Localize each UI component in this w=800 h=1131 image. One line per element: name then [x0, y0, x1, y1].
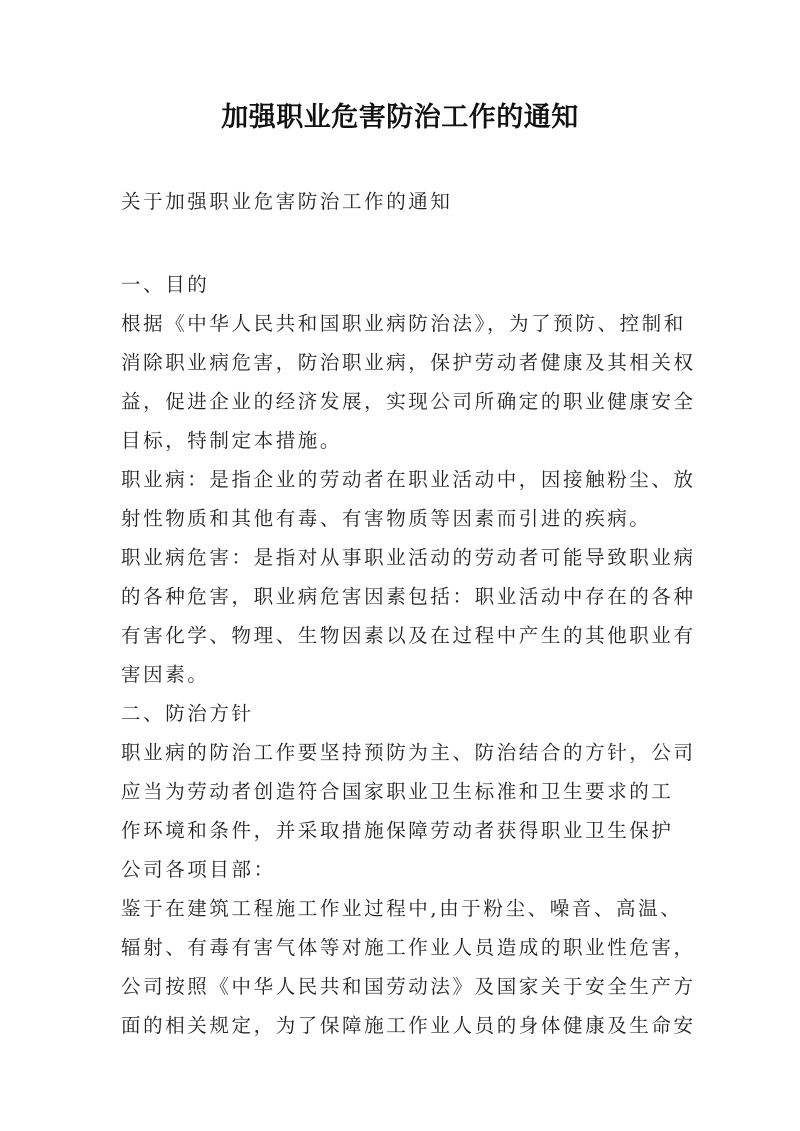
text-line: 公司各项目部：: [121, 858, 276, 881]
text-line: 应当为劳动者创造符合国家职业卫生标准和卫生要求的工: [121, 780, 674, 803]
paragraph-construction-hazards: [121, 889, 696, 1045]
text-line: 根据《中华人民共和国职业病防治法》，为了预防、控制和: [121, 312, 686, 335]
text-line: 射性物质和其他有毒、有害物质等因素而引进的疾病。: [121, 507, 652, 530]
section-heading-prevention-policy: 二、防治方针: [121, 702, 254, 725]
text-line: 作环境和条件，并采取措施保障劳动者获得职业卫生保护: [121, 819, 674, 842]
text-line: 鉴于在建筑工程施工作业过程中,由于粉尘、噪音、高温、: [121, 897, 683, 920]
document-subtitle: 关于加强职业危害防治工作的通知: [121, 190, 453, 213]
text-line: 益，促进企业的经济发展，实现公司所确定的职业健康安全: [121, 390, 696, 413]
paragraph-prevention-policy: [121, 733, 696, 889]
text-line: 的各种危害，职业病危害因素包括：职业活动中存在的各种: [121, 585, 696, 608]
text-line: 职业病的防治工作要坚持预防为主、防治结合的方针，公司: [121, 741, 696, 764]
text-line: 辐射、有毒有害气体等对施工作业人员造成的职业性危害，: [121, 936, 696, 959]
paragraph-legal-basis: [121, 304, 696, 460]
text-line: 公司按照《中华人民共和国劳动法》及国家关于安全生产方: [121, 975, 696, 998]
document-body: [121, 180, 696, 1045]
paragraph-hazard-definition: [121, 538, 696, 694]
text-line: 有害化学、物理、生物因素以及在过程中产生的其他职业有: [121, 624, 696, 647]
text-line: 目标，特制定本措施。: [121, 429, 343, 452]
document-title: 加强职业危害防治工作的通知: [221, 102, 579, 133]
text-line: 职业病危害：是指对从事职业活动的劳动者可能导致职业病: [121, 546, 696, 569]
section-heading-purpose: 一、目的: [121, 273, 210, 296]
text-line: 消除职业病危害，防治职业病，保护劳动者健康及其相关权: [121, 351, 696, 374]
paragraph-occupational-disease-definition: [121, 460, 696, 538]
text-line: 职业病：是指企业的劳动者在职业活动中，因接触粉尘、放: [121, 468, 696, 491]
text-line: 害因素。: [121, 663, 210, 686]
text-line: 面的相关规定，为了保障施工作业人员的身体健康及生命安: [121, 1014, 696, 1037]
